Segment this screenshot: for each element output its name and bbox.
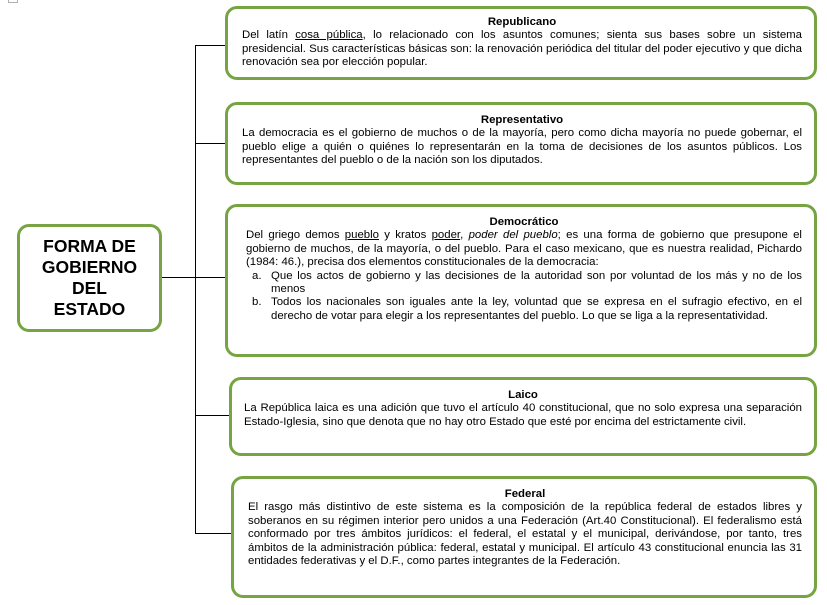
box-republicano-text: Del latín cosa pública, lo relacionado con los asuntos comunes; sienta sus bases sobre un sistema presidencial. Sus características básicas son: la renovación periódica del titular del poder ejecutivo y que dicha renovación sea por elección popular. [242, 29, 803, 69]
box-laico [229, 377, 817, 456]
term-pueblo: pueblo [344, 229, 380, 242]
box-federal-text: El rasgo más distintivo de este sistema es la composición de la república federal de estados libres y soberanos en su régimen interior pero unidos a una Federación (Art.40 Constitucional). El federalismo está conformado por tres ámbitos jurídicos: el federal, el estatal y el municipal, derivándose, por tanto, tres ámbitos de la administración pública: federal, estatal y municipal. El artículo 43 constitucional enuncia las 31 entidades federativas y el D.F., como partes integrantes de la Federación. [248, 501, 802, 568]
corner-mark [8, 0, 18, 3]
box-federal [231, 476, 817, 598]
box-representativo [225, 102, 817, 185]
connector-federal [195, 533, 231, 534]
connector-democratico [195, 277, 226, 278]
term-poder-del-pueblo: poder del pueblo [468, 229, 558, 242]
connector-representativo [195, 143, 226, 144]
box-representativo-text: La democracia es el gobierno de muchos o de la mayoría, pero como dicha mayoría no puede gobernar, el pueblo elige a quién o quiénes lo representarán en la toma de decisiones de los asuntos públicos. Los representantes del pueblo o de la nación son los diputados. [242, 127, 802, 167]
box-republicano-title: Republicano [487, 16, 557, 28]
root-line-3: DEL [71, 278, 107, 298]
connector-trunk [195, 45, 196, 534]
connector-root [162, 277, 196, 278]
box-democratico-text: Del griego demos pueblo y kratos poder, poder del pueblo; es una forma de gobierno que presupone el gobierno de muchos, de la mayoría, o del pueblo. Para el caso mexicano, que es nuestra realidad, Pichardo (1984: 46.), precisa dos elementos constitucionales de la democracia: [246, 229, 802, 269]
connector-republicano [195, 45, 226, 46]
box-democratico-title: Democrático [489, 216, 559, 228]
term-cosa-publica: cosa pública [295, 29, 363, 42]
box-republicano [225, 6, 817, 80]
list-item: b. Todos los nacionales son iguales ante la ley, voluntad que se expresa en el sufragio efectivo, en el derecho de votar para elegir a los representantes del pueblo. Lo que se liga a la representatividad. [252, 296, 802, 322]
box-federal-title: Federal [504, 488, 546, 500]
democratico-list [246, 270, 802, 324]
box-laico-text: La República laica es una adición que tuvo el artículo 40 constitucional, que no solo expresa una separación Estado-Iglesia, sino que denota que no hay otro Estado que esté por encima del estrictamente civil. [244, 402, 802, 428]
list-item: a. Que los actos de gobierno y las decisiones de la autoridad son por voluntad de los más y no de los menos [252, 269, 802, 296]
root-line-1: FORMA DE [43, 236, 136, 256]
root-node [17, 224, 162, 332]
root-line-2: GOBIERNO [41, 257, 138, 277]
box-democratico [225, 204, 817, 357]
root-line-4: ESTADO [53, 299, 126, 319]
connector-laico [195, 415, 229, 416]
box-representativo-title: Representativo [480, 114, 564, 126]
term-poder: poder [431, 229, 461, 242]
box-laico-title: Laico [508, 389, 538, 401]
